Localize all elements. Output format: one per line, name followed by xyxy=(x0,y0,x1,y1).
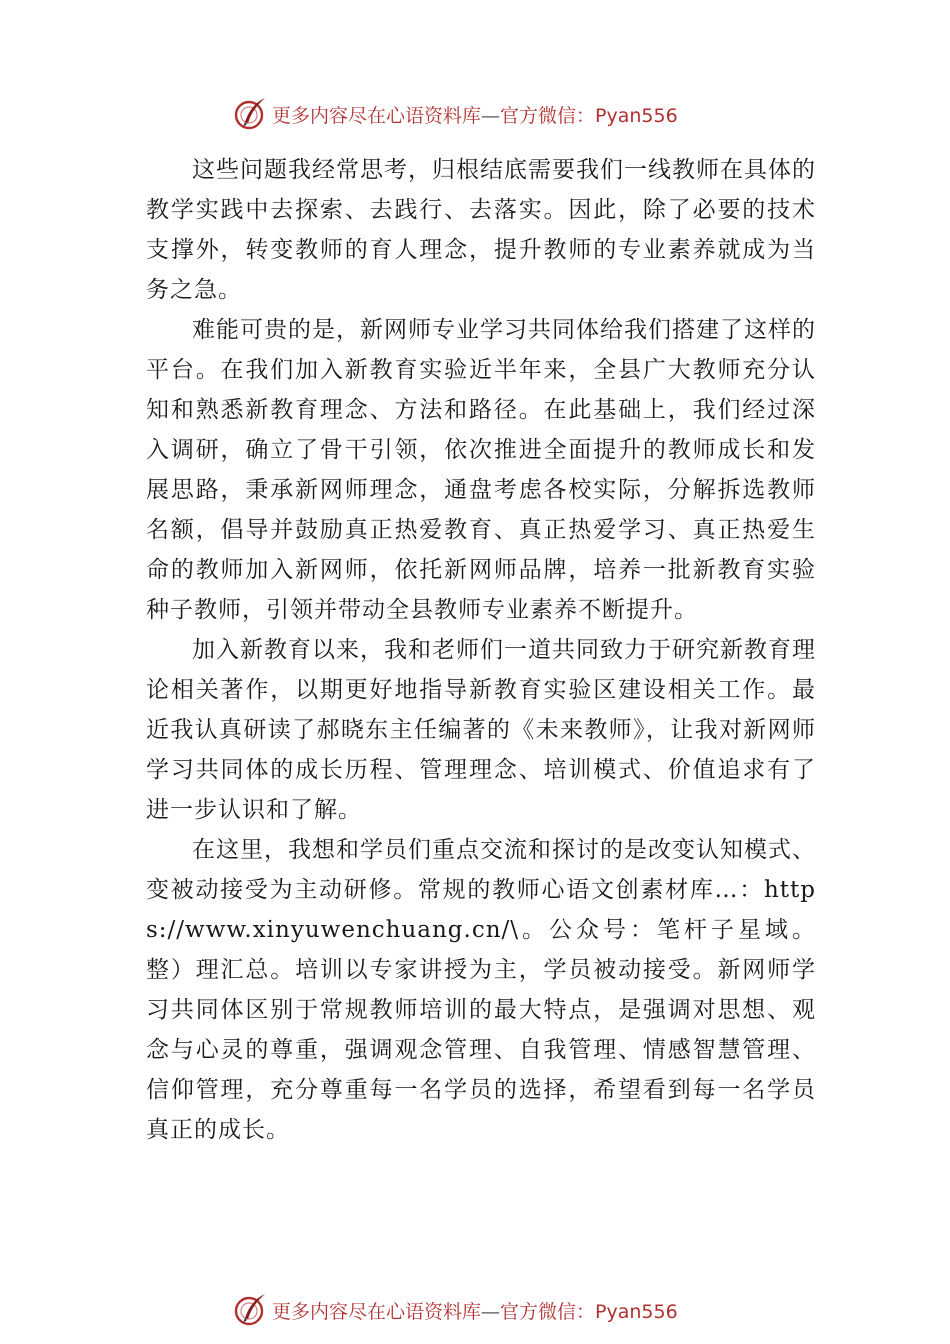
paragraph-4: 在这里，我想和学员们重点交流和探讨的是改变认知模式、变被动接受为主动研修。常规的教师心语文创素材库…：https://www.xinyuwenchuang.cn/\。公众号：笔杆子星域。整）理汇总。培训以专家讲授为主，学员被动接受。新网师学习共同体区别于常规教师培训的最大特点，是强调对思想、观念与心灵的尊重，强调观念管理、自我管理、情感智慧管理、信仰管理，充分尊重每一名学员的选择，希望看到每一名学员真正的成长。 xyxy=(146,837,816,1143)
header-banner-wechat-label: 官方微信： xyxy=(500,104,596,127)
header-banner-title: 更多内容尽在心语资料库 xyxy=(272,104,482,127)
footer-banner-separator: — xyxy=(481,1300,501,1323)
footer-banner-wechat-label: 官方微信： xyxy=(500,1300,596,1323)
header-banner-separator: — xyxy=(481,104,501,127)
paragraph-2: 难能可贵的是，新网师专业学习共同体给我们搭建了这样的平台。在我们加入新教育实验近半年来，全县广大教师充分认知和熟悉新教育理念、方法和路径。在此基础上，我们经过深入调研，确立了骨干引领，依次推进全面提升的教师成长和发展思路，秉承新网师理念，通盘考虑各校实际，分解拆选教师名额，倡导并鼓励真正热爱教育、真正热爱学习、真正热爱生命的教师加入新网师，依托新网师品牌，培养一批新教育实验种子教师，引领并带动全县教师专业素养不断提升。 xyxy=(146,317,816,623)
footer-banner-wechat-id: Pyan556 xyxy=(595,1300,678,1323)
footer-banner xyxy=(232,1290,752,1330)
footer-banner-text xyxy=(272,1297,678,1324)
document-body xyxy=(146,150,816,1150)
header-banner-text xyxy=(272,101,678,128)
footer-banner-title: 更多内容尽在心语资料库 xyxy=(272,1300,482,1323)
paragraph-3: 加入新教育以来，我和老师们一道共同致力于研究新教育理论相关著作，以期更好地指导新教育实验区建设相关工作。最近我认真研读了郝晓东主任编著的《未来教师》，让我对新网师学习共同体的成长历程、管理理念、培训模式、价值追求有了进一步认识和了解。 xyxy=(146,637,816,823)
header-banner xyxy=(232,94,752,134)
quill-pen-logo-icon xyxy=(232,96,268,132)
paragraph-1: 这些问题我经常思考，归根结底需要我们一线教师在具体的教学实践中去探索、去践行、去落实。因此，除了必要的技术支撑外，转变教师的育人理念，提升教师的专业素养就成为当务之急。 xyxy=(146,157,816,303)
quill-pen-logo-icon xyxy=(232,1292,268,1328)
header-banner-wechat-id: Pyan556 xyxy=(595,104,678,127)
